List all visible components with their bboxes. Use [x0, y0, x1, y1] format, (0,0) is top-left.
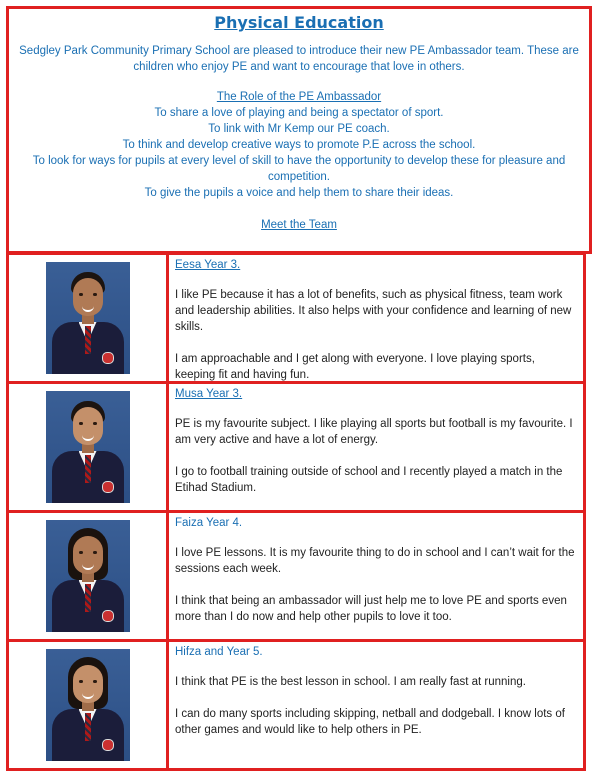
team-table: [6, 252, 586, 771]
team-row: [6, 252, 586, 384]
photo-cell: [9, 255, 169, 381]
photo-cell: [9, 513, 169, 639]
role-heading-link[interactable]: The Role of the PE Ambassador: [216, 91, 382, 103]
pupil-photo: [46, 520, 130, 632]
role-list: [17, 105, 581, 201]
description-cell: [169, 513, 583, 639]
pupil-photo: [46, 391, 130, 503]
description-paragraph: I think that PE is the best lesson in school. I am really fast at running.: [175, 676, 526, 688]
description-paragraph: I love PE lessons. It is my favourite thing to do in school and I can’t wait for the sessions each week.: [175, 547, 575, 575]
description-paragraph: I go to football training outside of school and I recently played a match in the Etihad Stadium.: [175, 466, 563, 494]
pupil-photo: [46, 262, 130, 374]
pupil-name: Eesa Year 3.: [175, 259, 241, 271]
photo-cell: [9, 384, 169, 510]
description-paragraph: I like PE because it has a lot of benefits, such as physical fitness, team work and leadership abilities. It also helps with your confidence and learning of new skills.: [175, 289, 572, 333]
pupil-name: Hifza and Year 5.: [175, 646, 263, 658]
description-cell: [169, 255, 583, 381]
description-cell: [169, 642, 583, 768]
role-line: To think and develop creative ways to promote P.E across the school.: [122, 139, 476, 151]
role-line: To give the pupils a voice and help them to share their ideas.: [144, 187, 454, 199]
pupil-photo: [46, 649, 130, 761]
pupil-name: Faiza Year 4.: [175, 517, 243, 529]
description-paragraph: PE is my favourite subject. I like playing all sports but football is my favourite. I am very active and have a lot of energy.: [175, 418, 573, 446]
intro-paragraph: Sedgley Park Community Primary School are pleased to introduce their new PE Ambassador team. These are children who enjoy PE and want to encourage that love in others.: [19, 45, 579, 73]
intro-box: [6, 6, 592, 254]
description-paragraph: I think that being an ambassador will just help me to love PE and sports even more than I do now and help other pupils to love it too.: [175, 595, 567, 623]
team-row: [6, 384, 586, 513]
role-line: To look for ways for pupils at every level of skill to have the opportunity to develop these for pleasure and competition.: [32, 155, 566, 183]
description-cell: [169, 384, 583, 510]
team-row: [6, 642, 586, 771]
page-title: Physical Education: [214, 13, 384, 32]
meet-the-team-link[interactable]: Meet the Team: [261, 219, 337, 231]
description-paragraph: I can do many sports including skipping, netball and dodgeball. I know lots of other games and would like to help others in PE.: [175, 708, 565, 736]
role-line: To share a love of playing and being a spectator of sport.: [154, 107, 444, 119]
pupil-name: Musa Year 3.: [175, 388, 243, 400]
role-line: To link with Mr Kemp our PE coach.: [208, 123, 390, 135]
description-paragraph: I am approachable and I get along with everyone. I love playing sports, keeping fit and having fun.: [175, 353, 535, 381]
team-row: [6, 513, 586, 642]
photo-cell: [9, 642, 169, 768]
